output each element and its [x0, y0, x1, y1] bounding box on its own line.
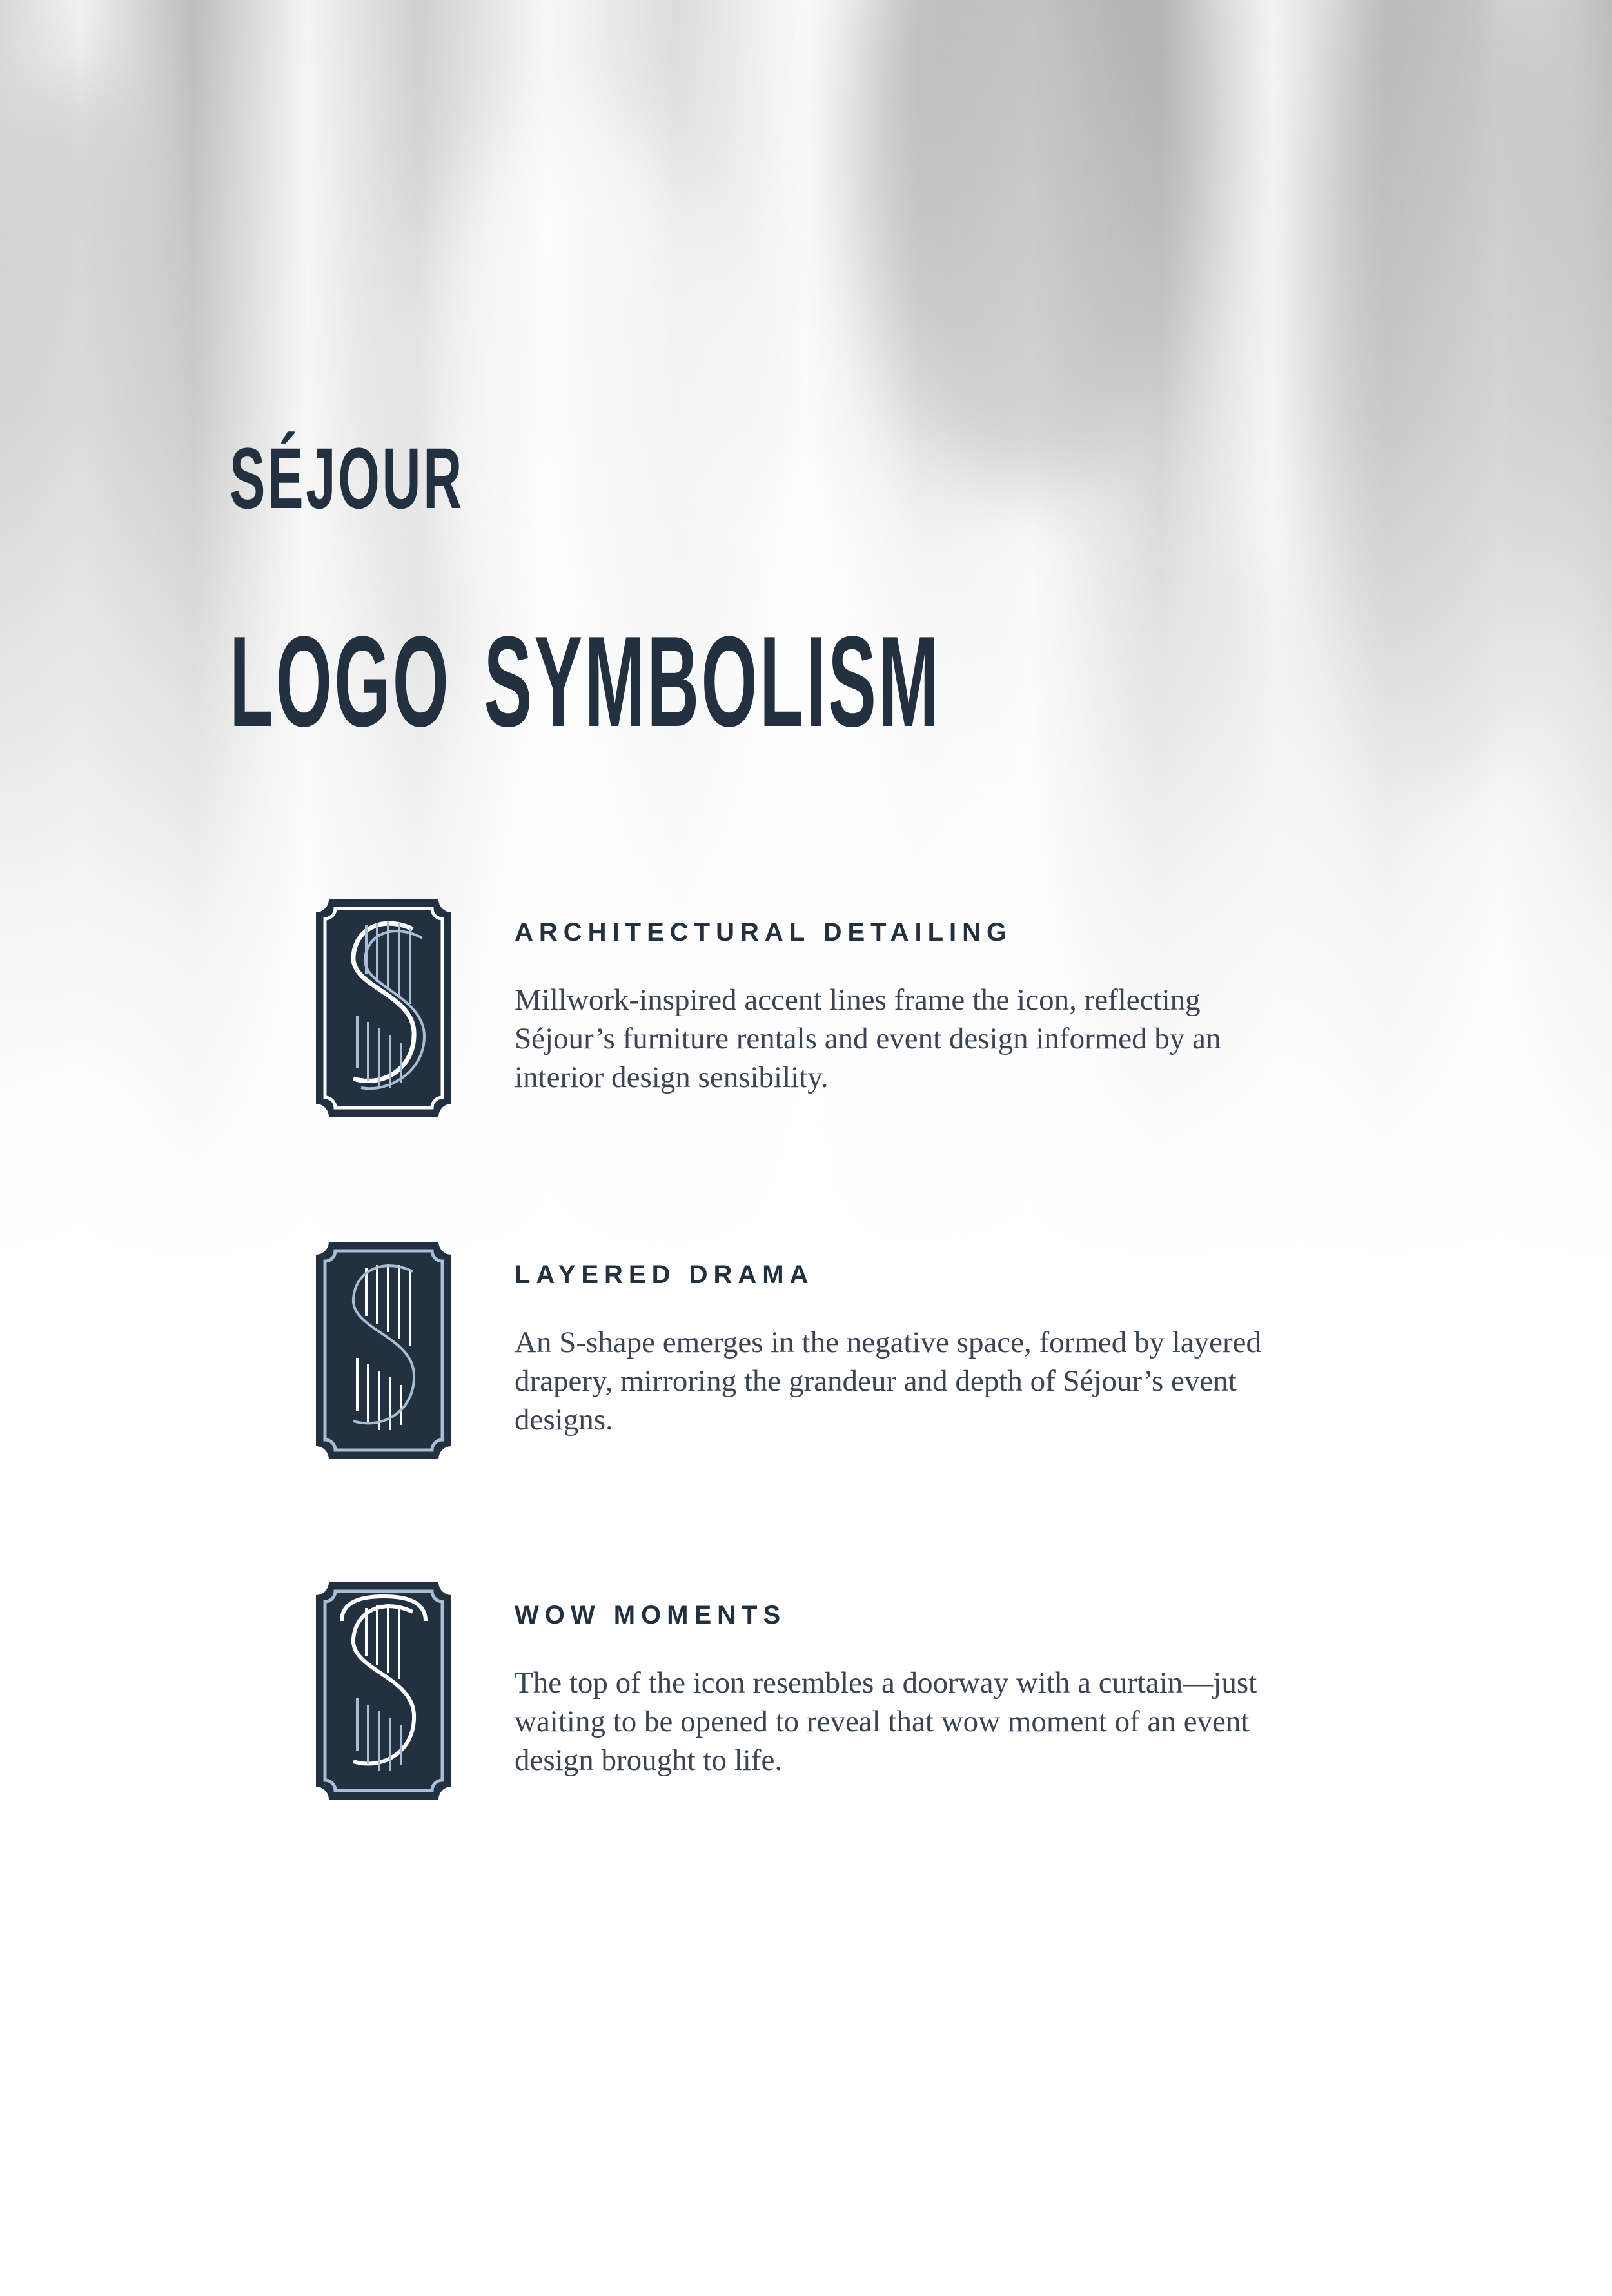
sejour-s-emblem-icon	[316, 1242, 451, 1459]
item-heading: LAYERED DRAMA	[515, 1261, 814, 1289]
item-heading: WOW MOMENTS	[515, 1601, 787, 1629]
item-heading: ARCHITECTURAL DETAILING	[515, 918, 1013, 947]
page-title: LOGO SYMBOLISM	[230, 610, 941, 754]
item-description: An S-shape emerges in the negative space, formed by layered drapery, mirroring the grandeur and depth of Séjour’s event designs.	[515, 1326, 1262, 1437]
symbolism-item-architectural-detailing	[316, 899, 1283, 1132]
brand-wordmark: SÉJOUR	[230, 431, 464, 527]
sejour-s-emblem-icon	[316, 899, 451, 1117]
item-description: Millwork-inspired accent lines frame the icon, reflecting Séjour’s furniture rentals and event design informed by an interior design sensibility.	[515, 983, 1221, 1094]
symbolism-item-layered-drama	[316, 1242, 1283, 1474]
sejour-s-emblem-icon	[316, 1582, 451, 1800]
item-description: The top of the icon resembles a doorway with a curtain—just waiting to be opened to reveal that wow moment of an event design brought to life.	[515, 1666, 1257, 1777]
symbolism-item-wow-moments	[316, 1582, 1283, 1814]
